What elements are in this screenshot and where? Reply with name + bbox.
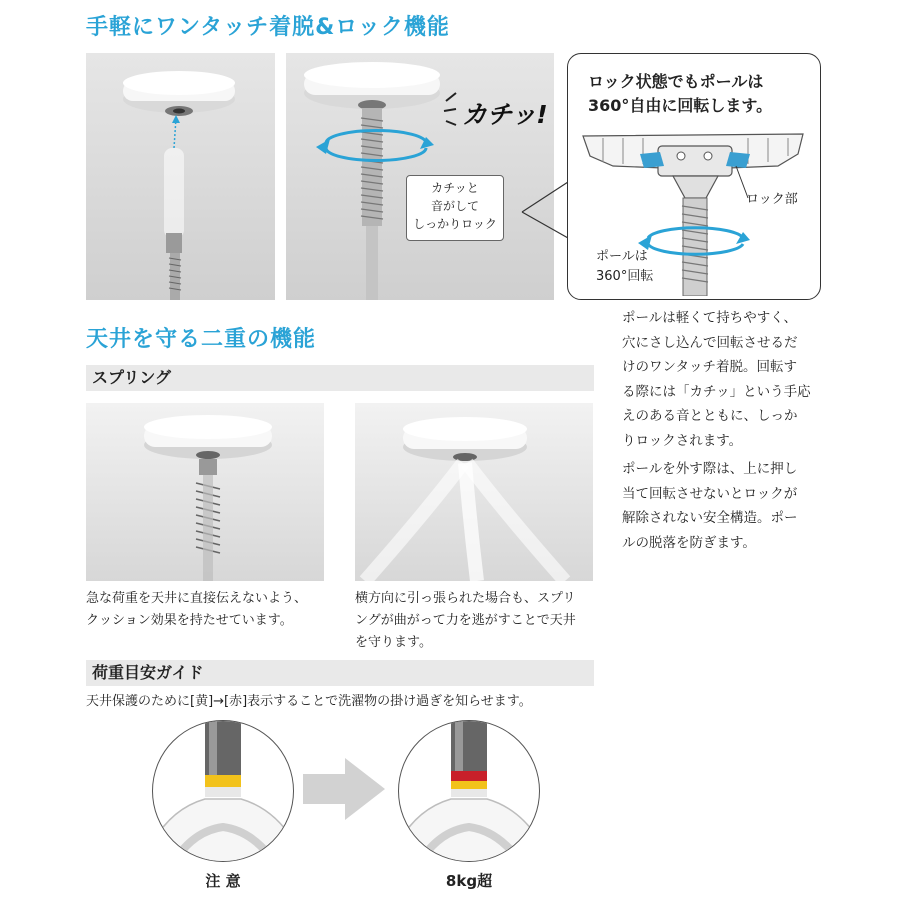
side-line: る際には「カチッ」という手応 <box>622 383 811 400</box>
callout-title-line: ロック状態でもポールは <box>588 72 764 91</box>
rotation-label-line: ポールは <box>596 249 648 264</box>
side-line: えのある音とともに、しっか <box>622 408 798 424</box>
side-description <box>622 306 822 555</box>
lock-part-label: ロック部 <box>746 192 798 207</box>
rotation-label-line: 360°回転 <box>596 269 654 284</box>
load-indicator-over <box>398 720 540 862</box>
caption-line: を守ります。 <box>355 635 432 650</box>
rotation-callout <box>567 53 821 300</box>
spring-caption-right <box>355 588 600 654</box>
click-note-line: しっかりロック <box>413 217 497 231</box>
caption-line: 急な荷重を天井に直接伝えないよう、 <box>86 591 308 606</box>
caption-line: ングが曲がって力を逃がすことで天井 <box>355 613 576 628</box>
yellow-indicator-illustration <box>153 721 294 862</box>
side-line: りロックされます。 <box>622 432 743 449</box>
side-line: ポールを外す際は、上に押し <box>622 461 798 477</box>
load-guide-bar: 荷重目安ガイド <box>86 660 594 686</box>
side-line: ポールは軽くて持ちやすく、 <box>622 310 797 326</box>
callout-pointer <box>520 180 570 240</box>
section1-heading: 手軽にワンタッチ着脱&ロック機能 <box>86 15 450 40</box>
spring-compress-illustration <box>86 403 324 581</box>
caption-line: クッション効果を持たせています。 <box>86 613 293 628</box>
rotation-label <box>596 247 653 287</box>
over-8kg-label: 8kg超 <box>445 872 493 890</box>
side-para-2 <box>622 457 822 555</box>
click-note-box <box>406 175 504 241</box>
caption-line: 横方向に引っ張られた場合も、スプリ <box>355 591 576 606</box>
caution-label: 注 意 <box>205 872 241 890</box>
side-line: ルの脱落を防ぎます。 <box>622 534 756 551</box>
photo-spring-compress <box>86 403 324 581</box>
red-indicator-illustration <box>399 721 540 862</box>
side-line: 当て回転させないとロックが <box>622 485 798 502</box>
arrow-right-icon <box>303 758 385 820</box>
section2-heading: 天井を守る二重の機能 <box>86 327 317 352</box>
side-line: 解除されない安全構造。ポー <box>622 510 798 526</box>
load-guide-description: 天井保護のために[黄]→[赤]表示することで洗濯物の掛け過ぎを知らせます。 <box>86 694 532 709</box>
photo-lock <box>286 53 554 300</box>
side-line: けのワンタッチ着脱。回転す <box>622 359 797 375</box>
side-line: 穴にさし込んで回転させるだ <box>622 334 798 351</box>
click-note-line: 音がして <box>430 199 479 213</box>
callout-title-line: 360°自由に回転します。 <box>588 96 773 115</box>
load-indicator-caution <box>152 720 294 862</box>
spring-bend-illustration <box>355 403 593 581</box>
click-sound-text: カチッ! <box>462 100 548 129</box>
spring-caption-left <box>86 588 336 632</box>
spring-section-bar: スプリング <box>86 365 594 391</box>
photo-spring-bend <box>355 403 593 581</box>
insert-illustration <box>86 53 275 300</box>
photo-insert <box>86 53 275 300</box>
callout-title <box>588 70 772 118</box>
click-note-line: カチッと <box>431 181 479 195</box>
side-para-1 <box>622 306 822 453</box>
